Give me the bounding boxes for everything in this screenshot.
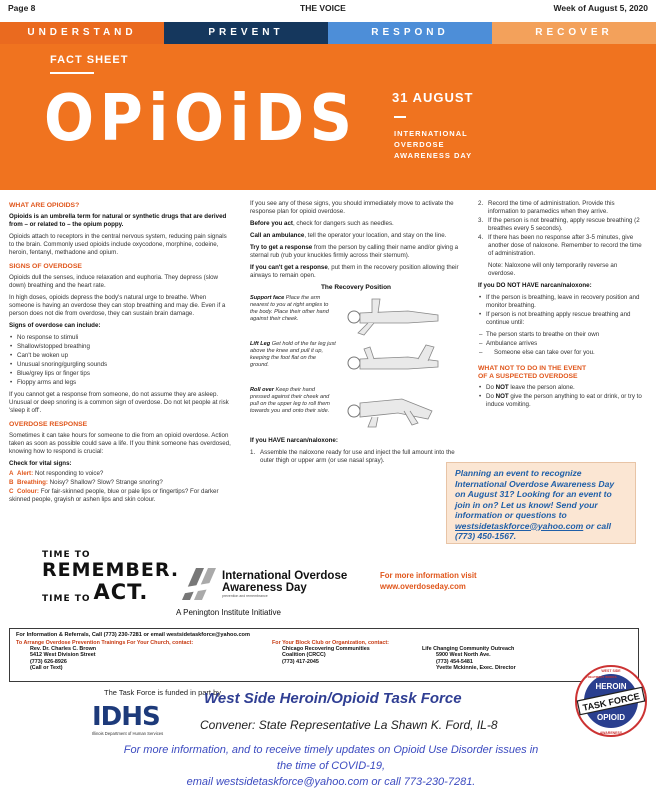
- penington-credit: A Penington Institute Initiative: [176, 608, 281, 617]
- seal-ring-left: TREATMENT WORKS: [586, 675, 617, 679]
- covid-line: the time of COVID-19,: [276, 760, 386, 772]
- contact-line: Life Changing Community Outreach: [422, 646, 515, 653]
- church-contact: [16, 640, 193, 671]
- vital-sign-a: [9, 470, 231, 478]
- recovery-figure-3-icon: [338, 389, 448, 429]
- callout-email-link[interactable]: westsidetaskforce@yahoo.com: [455, 520, 584, 531]
- recovery-figure-2-icon: [338, 343, 448, 383]
- idhs-logo: [92, 702, 163, 736]
- list-item: – Ambulance arrives: [478, 340, 646, 348]
- contact-line: (773) 417-2045: [282, 658, 319, 665]
- no-narcan-title: If you DO NOT HAVE narcan/naloxone:: [478, 282, 592, 289]
- step-label: Lift Leg: [250, 341, 271, 347]
- seal-top-text: HEROIN: [595, 682, 627, 691]
- ioad-title: [222, 570, 347, 594]
- what-not-list: [478, 384, 646, 409]
- callout-text: Planning an event to recognize International Overdose Awareness Day on August 31? Looking for an event to join in on? Let us know! Send your information or questions to: [455, 468, 615, 520]
- heading-line: WHAT NOT TO DO IN THE EVENT: [478, 365, 587, 372]
- fact-sheet-kicker: FACT SHEET: [50, 54, 129, 66]
- narcan-title: If you HAVE narcan/naloxone:: [250, 437, 338, 444]
- step-text: If there has been no response after 3-5 minutes, give another dose of naloxone. Remember to record the time of administration.: [488, 234, 642, 257]
- contact-line: Chicago Recovering Communities: [282, 646, 370, 653]
- contact-line: (773) 626-8926: [30, 658, 67, 665]
- info-top-line: For Information & Referrals, Call (773) 230-7281 or email westsidetaskforce@yahoo.com: [16, 632, 250, 638]
- list-item: [478, 200, 646, 216]
- vital-sign-b: [9, 479, 231, 487]
- step-number: 4.: [478, 234, 484, 241]
- bold-lead: Before you act: [250, 220, 293, 227]
- nav-recover: RECOVER: [492, 22, 656, 44]
- logo-line: REMEMBER.: [42, 559, 180, 581]
- more-info-text: For more information visit: [380, 571, 477, 580]
- response-heading: OVERDOSE RESPONSE: [9, 421, 88, 428]
- item-text: leave the person alone.: [508, 384, 575, 391]
- vital-letter: B: [9, 479, 14, 486]
- naloxone-note: Note: Naloxone will only temporarily reverse an overdose.: [488, 262, 618, 277]
- contact-line: Coalition (CRCC): [282, 652, 326, 659]
- stage-nav-bar: [0, 22, 656, 44]
- seal-ring-bottom: AWARENESS: [599, 731, 623, 735]
- list-item: • If the person is breathing, leave in recovery position and monitor breathing.: [478, 294, 646, 310]
- list-item: • Unusual snoring/gurgling sounds: [9, 361, 231, 369]
- contact-line: 5900 West North Ave.: [436, 652, 491, 659]
- step-text: Assemble the naloxone ready for use and inject the full amount into the outer thigh or upper arm (or use nasal spray).: [260, 449, 455, 464]
- task-force-name: West Side Heroin/Opioid Task Force: [204, 690, 462, 707]
- vital-label: Breathing:: [17, 479, 48, 486]
- step-number: 2.: [478, 200, 484, 207]
- signs-p2: In high doses, opioids depress the body's natural urge to breathe. When someone is having an overdose they can stop breathing and may die. Even if a person does not die from overdose, they can sustain brain damage.: [9, 294, 226, 317]
- logo-line: TIME TO: [42, 550, 91, 560]
- response-p2: If you see any of these signs, you should immediately move to activate the response plan for opioid overdose.: [250, 200, 454, 215]
- idhs-subtitle: Illinois Department of Human Services: [92, 731, 164, 736]
- logo-line: ACT.: [93, 580, 149, 604]
- step-text: Get hold of the far leg just above the knee and pull it up, keeping the foot flat on the ground.: [250, 341, 336, 368]
- no-narcan-list: [478, 294, 646, 327]
- recovery-step-roll-over: [250, 387, 462, 431]
- recovery-step-lift-leg: [250, 341, 462, 385]
- event-line: AWARENESS DAY: [394, 151, 473, 160]
- step-number: 3.: [478, 217, 484, 224]
- contact-line: (Call or Text): [30, 664, 63, 671]
- contact-info-box: [9, 628, 639, 682]
- hero-date: 31 AUGUST: [392, 90, 474, 105]
- list-item: – Someone else can take over for you.: [478, 349, 646, 357]
- column-2: [250, 200, 462, 469]
- nav-understand: UNDERSTAND: [0, 22, 164, 44]
- signs-p3: If you cannot get a response from someone, do not assume they are asleep. Unusual or deep snoring is a common sign of overdose. Do not let people at risk 'sleep it off'.: [9, 391, 229, 414]
- page-header: [0, 0, 656, 18]
- covid-line: For more information, and to receive timely updates on Opioid Use Disorder issues in: [123, 744, 539, 756]
- what-body: Opioids attach to receptors in the central nervous system, reducing pain signals to the brain. Commonly used opioids include oxycodone, morphine, codeine, heroin, fentanyl, methadone and opium.: [9, 233, 227, 256]
- item-emphasis: NOT: [495, 393, 509, 400]
- contact-line: Rev. Dr. Charles C. Brown: [30, 646, 97, 653]
- what-bold: Opioids is an umbrella term for natural or synthetic drugs that are derived from – or related to – the opium poppy.: [9, 213, 227, 228]
- idhs-wordmark: IDHS: [92, 702, 160, 732]
- divider: [50, 72, 94, 74]
- nav-respond: RESPOND: [328, 22, 492, 44]
- event-callout-box: [446, 462, 636, 544]
- list-item: • No response to stimuli: [9, 334, 231, 342]
- awareness-strip: [0, 548, 656, 620]
- list-item: • Can't be woken up: [9, 352, 231, 360]
- list-item: • If person is not breathing apply rescue breathing and continue until:: [478, 311, 646, 327]
- list-item: [478, 234, 646, 258]
- block-heading: For Your Block Club or Organization, contact:: [272, 640, 389, 646]
- until-list: [478, 331, 646, 357]
- step-text: If the person is not breathing, apply rescue breathing (2 breathes every 5 seconds).: [488, 217, 640, 232]
- time-to-remember-logo: [42, 550, 179, 604]
- vital-text: Noisy? Shallow? Slow? Strange snoring?: [49, 479, 163, 486]
- contact-line: 5412 West Division Street: [30, 652, 96, 659]
- list-item: [478, 217, 646, 233]
- nav-prevent: PREVENT: [164, 22, 328, 44]
- vital-letter: C: [9, 488, 14, 495]
- vital-sign-c: [9, 488, 231, 504]
- issue-date: Week of August 5, 2020: [553, 3, 648, 13]
- covid-info: [96, 742, 566, 790]
- logo-line: TIME TO: [42, 594, 91, 604]
- convener-line: Convener: State Representative La Shawn K. Ford, IL-8: [200, 718, 498, 732]
- vital-text: For fair-skinned people, blue or pale lips or fingertips? For darker skinned people, grayish or ashen lips and skin colour.: [9, 488, 219, 503]
- event-line: OVERDOSE: [394, 140, 445, 149]
- ioad-mark-icon: [178, 566, 218, 602]
- signs-list-title: Signs of overdose can include:: [9, 322, 101, 329]
- more-info: [380, 570, 477, 592]
- bold-lead: Call an ambulance: [250, 232, 305, 239]
- column-1: [9, 196, 231, 505]
- response-p1: Sometimes it can take hours for someone to die from an opioid overdose. Action taken as soon as possible could save a life. If you think someone has overdosed, knowing how to respond is crucial:: [9, 432, 231, 455]
- vital-label: Colour:: [17, 488, 39, 495]
- seal-mid-text: TASK FORCE: [581, 691, 641, 713]
- para-text: , check for dangers such as needles.: [292, 220, 394, 227]
- contact-line: (773) 454-5481: [436, 658, 473, 665]
- church-heading: To Arrange Overdose Prevention Trainings For Your Church, contact:: [16, 640, 194, 646]
- list-item: • Shallow/stopped breathing: [9, 343, 231, 351]
- publication-name: THE VOICE: [300, 3, 346, 13]
- recovery-position-title: The Recovery Position: [320, 284, 392, 291]
- hero-event-name: [394, 128, 504, 161]
- ioad-line: Awareness Day: [222, 582, 307, 594]
- vital-text: Not responding to voice?: [34, 470, 104, 477]
- overdoseday-link[interactable]: www.overdoseday.com: [380, 582, 466, 591]
- step-text: Keep their hand pressed against their cheek and pull on the upper leg to roll them towards you and onto their side.: [250, 387, 330, 414]
- list-item: • Blue/grey lips or finger tips: [9, 370, 231, 378]
- column-3: [478, 200, 646, 413]
- vital-title: Check for vital signs:: [9, 460, 72, 467]
- what-heading: WHAT ARE OPIOIDS?: [9, 202, 80, 209]
- event-line: INTERNATIONAL: [394, 129, 468, 138]
- funding-note: The Task Force is funded in part by: [104, 688, 222, 697]
- heading-line: OF A SUSPECTED OVERDOSE: [478, 373, 578, 380]
- hero-banner: [0, 44, 656, 190]
- step-text: Place the arm nearest to you at right angles to the body. Place their other hand against their cheek.: [250, 295, 329, 322]
- step-text: Record the time of administration. Provide this information to paramedics when they arrive.: [488, 200, 615, 215]
- step-label: Support face: [250, 295, 285, 301]
- narcan-steps: [478, 200, 646, 258]
- recovery-figure-1-icon: [338, 297, 448, 337]
- item-text: Do: [486, 393, 496, 400]
- bold-lead: If you can't get a response: [250, 264, 328, 271]
- narcan-step-1: [250, 449, 462, 465]
- callout-text: or call (773) 450-1567.: [455, 520, 611, 541]
- block-club-contact: [272, 640, 612, 671]
- bold-lead: Try to get a response: [250, 244, 313, 251]
- ioad-line: International Overdose: [222, 570, 348, 582]
- signs-heading: SIGNS OF OVERDOSE: [9, 263, 82, 270]
- para-text: , tell the operator your location, and stay on the line.: [304, 232, 447, 239]
- list-item: • Floppy arms and legs: [9, 379, 231, 387]
- recovery-step-support-face: [250, 295, 462, 339]
- item-text: give the person anything to eat or drink, or try to induce vomiting.: [486, 393, 642, 408]
- step-label: Roll over: [250, 387, 274, 393]
- hero-title: OPiOiDS: [44, 82, 358, 156]
- vital-letter: A: [9, 470, 14, 477]
- what-not-heading: [478, 365, 646, 381]
- contact-line: Yvette Mckinnie, Exec. Director: [436, 664, 516, 671]
- item-emphasis: NOT: [495, 384, 509, 391]
- list-item: [478, 393, 646, 409]
- covid-contact-line[interactable]: email westsidetaskforce@yahoo.com or call 773-230-7281.: [186, 776, 476, 788]
- page-number: Page 8: [8, 3, 36, 13]
- signs-p1: Opioids dull the senses, induce relaxation and euphoria. They depress (slow down) breathing and the heart rate.: [9, 274, 219, 289]
- list-item: [478, 384, 646, 392]
- list-item: – The person starts to breathe on their own: [478, 331, 646, 339]
- item-text: Do: [486, 384, 496, 391]
- ioad-tagline: prevention and remembrance: [222, 594, 268, 598]
- task-force-seal-icon: [574, 664, 648, 738]
- para-text: , put them in the recovery position allowing their airways to remain open.: [250, 264, 459, 279]
- signs-list: [9, 334, 231, 387]
- vital-label: Alert:: [17, 470, 34, 477]
- seal-bottom-text: OPIOID: [596, 713, 626, 722]
- step-number: 1.: [250, 449, 256, 456]
- para-text: from the person by calling their name and/or giving a sternal rub (rub your knuckles firmly across their sternum).: [250, 244, 459, 259]
- divider: [394, 116, 406, 118]
- seal-ring-top: WEST SIDE: [601, 669, 621, 673]
